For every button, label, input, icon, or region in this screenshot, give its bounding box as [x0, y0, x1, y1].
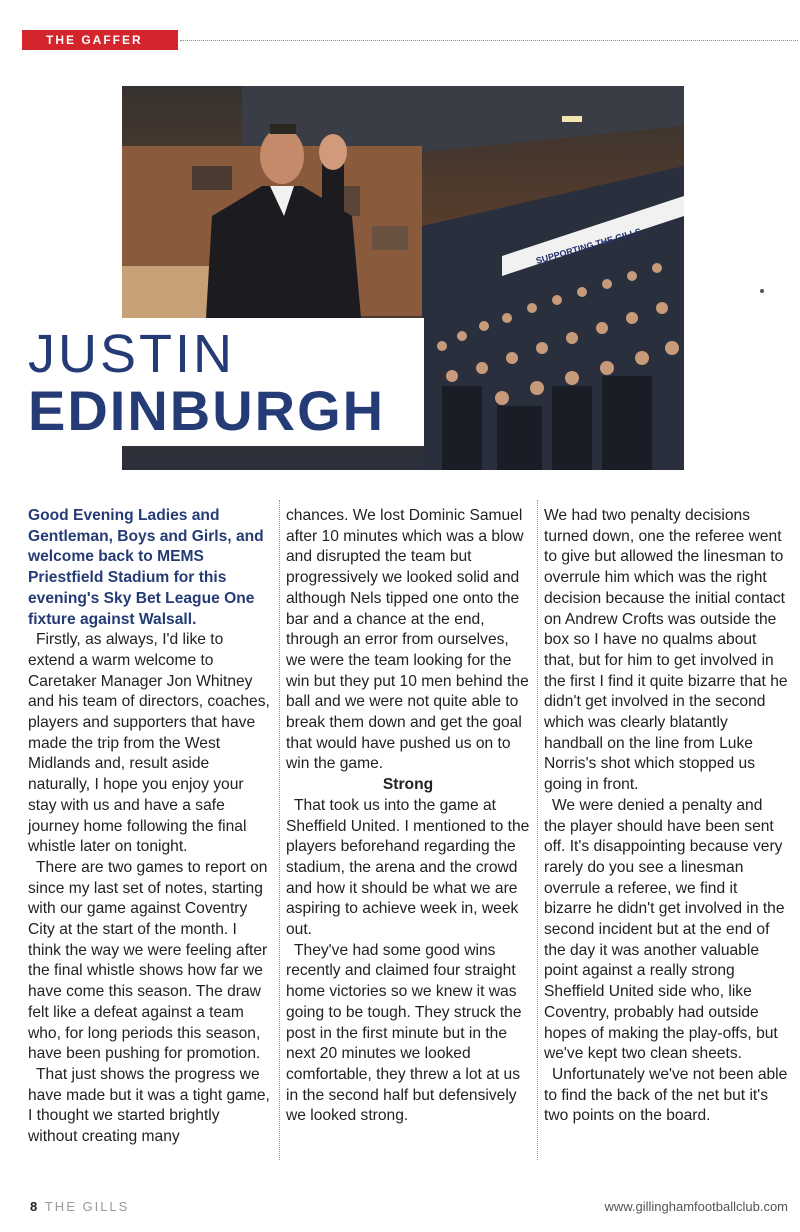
- page-number: 8: [30, 1199, 38, 1214]
- header-rule: [180, 40, 798, 41]
- article-paragraph: Unfortunately we've not been able to find the back of the net but it's two points on the board.: [544, 1065, 788, 1125]
- article-paragraph: They've had some good wins recently and claimed four straight home victories so we knew it was going to be tough. They struck the post in the first minute but in the next 20 minutes we looked comfortable, they threw a lot at us in the second half but defensively we looked strong.: [286, 941, 522, 1125]
- headline-last-name: EDINBURGH: [28, 379, 386, 442]
- article-paragraph: chances. We lost Dominic Samuel after 10 minutes which was a blow and disrupted the team but progressively we looked solid and although Nels tipped one onto the bar and a chance at the end, through an error from ourselves, we were the team looking for the win but they put 10 men behind the ball and we were not quite able to break them down and get the goal that would have pushed us on to win the game.: [286, 507, 529, 773]
- article-paragraph: That took us into the game at Sheffield United. I mentioned to the players beforehand regarding the stadium, the arena and the crowd and how it should be what we are aspiring to achieve week in, week out.: [286, 796, 530, 939]
- headline: [22, 318, 424, 446]
- magazine-name: THE GILLS: [44, 1199, 130, 1214]
- headline-first-name: JUSTIN: [28, 324, 235, 384]
- column-divider: [279, 500, 280, 1160]
- page-dot: [760, 289, 764, 293]
- section-tag-label: THE GAFFER: [46, 33, 143, 47]
- article-subheading: Strong: [382, 776, 434, 794]
- article-column-3: [544, 506, 788, 1127]
- article-paragraph: We had two penalty decisions turned down, one the referee went to give but allowed the linesman to overrule him which was the right decision because the initial contact on Andrew Crofts was outside the box so I have no qualms about that, but for him to get involved in the first I find it quite bizarre that he didn't get involved in the second which was clearly blatantly handball on the line from Luke Norris's shot which stopped us going in front.: [544, 507, 788, 794]
- article-paragraph: That just shows the progress we have made but it was a tight game, I thought we started brightly without creating many: [28, 1065, 270, 1146]
- article-column-1: [28, 506, 272, 1148]
- footer-page-info: [30, 1199, 129, 1214]
- article-paragraph: Firstly, as always, I'd like to extend a warm welcome to Caretaker Manager Jon Whitney and his team of directors, coaches, players and supporters that have made the trip from the West Midlands and, result aside naturally, I hope you enjoy your stay with us and have a safe journey home following the final whistle later on tonight.: [28, 631, 270, 856]
- column-divider: [537, 500, 538, 1160]
- stand-banner-text: SUPPORTING THE GILLS: [534, 226, 643, 266]
- article-paragraph: We were denied a penalty and the player should have been sent off. It's disappointing because very rarely do you see a linesman overrule a referee, we find it bizarre he didn't get involved in the second incident but at the end of the day it was another valuable point against a really strong Sheffield United side who, like Coventry, probably had outside hopes of making the play-offs, but we've kept two clean sheets.: [544, 796, 785, 1063]
- article-intro: Good Evening Ladies and Gentleman, Boys and Girls, and welcome back to MEMS Priestfield Stadium for this evening's Sky Bet League One fixture against Walsall.: [28, 507, 264, 628]
- section-tag: [22, 30, 178, 50]
- footer-url: www.gillinghamfootballclub.com: [604, 1199, 788, 1214]
- article-column-2: [286, 506, 530, 1127]
- article-paragraph: There are two games to report on since my last set of notes, starting with our game against Coventry City at the start of the month. I think the way we were feeling after the final whistle shows how far we have come this season. The draw felt like a defeat against a team who, for long periods this season, have been pushing for promotion.: [28, 858, 268, 1063]
